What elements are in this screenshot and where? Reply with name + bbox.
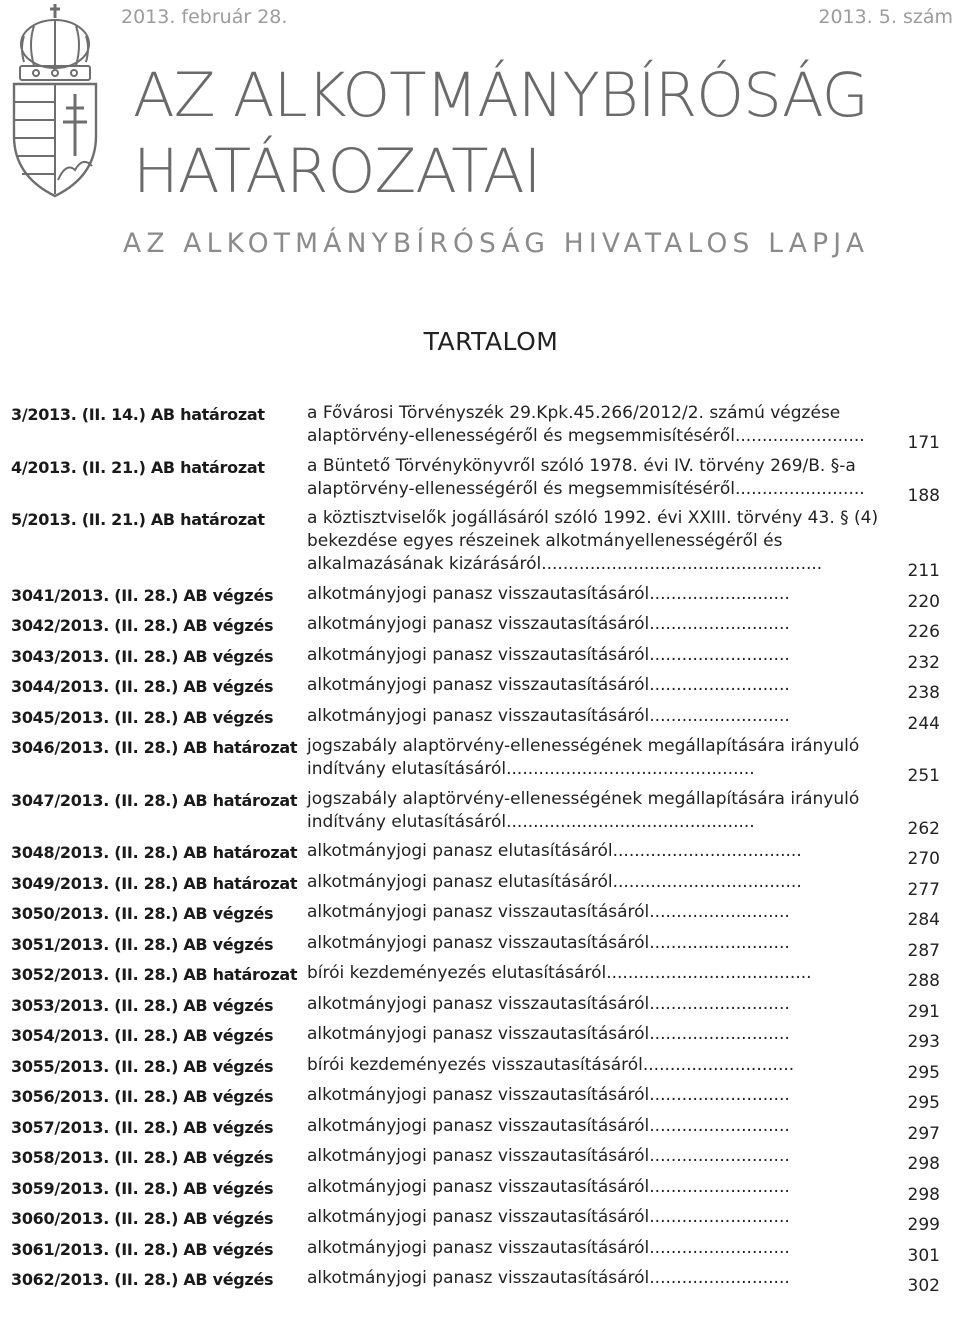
toc-entry-reference: 3047/2013. (II. 28.) AB határozat bbox=[11, 790, 298, 810]
toc-entry-description bbox=[307, 705, 881, 729]
toc-entry[interactable] bbox=[11, 1084, 951, 1113]
toc-entry[interactable] bbox=[11, 1176, 951, 1205]
toc-entry-leader-dots: ................................... bbox=[612, 841, 802, 861]
toc-entry-reference: 5/2013. (II. 21.) AB határozat bbox=[11, 510, 265, 529]
toc-entry-description-text: alkotmányjogi panasz visszautasításáról bbox=[307, 993, 650, 1014]
toc-entry-description bbox=[307, 1023, 881, 1047]
journal-title-line-1: AZ ALKOTMÁNYBÍRÓSÁG bbox=[133, 60, 868, 131]
toc-entry-page-number: 238 bbox=[907, 683, 940, 703]
toc-entry-description-text: alkotmányjogi panasz visszautasításáról bbox=[307, 1207, 650, 1227]
toc-entry-page-number: 188 bbox=[907, 485, 940, 506]
toc-entry-reference: 3057/2013. (II. 28.) AB végzés bbox=[11, 1117, 274, 1137]
toc-entry-page-number: 301 bbox=[907, 1245, 940, 1266]
toc-entry-leader-dots: .......................... bbox=[649, 1207, 790, 1227]
toc-entry[interactable] bbox=[11, 871, 951, 900]
toc-entry-page-number: 302 bbox=[907, 1276, 940, 1296]
toc-entry-leader-dots: .......................... bbox=[649, 902, 790, 922]
toc-entry-description bbox=[307, 788, 881, 834]
toc-entry-leader-dots: .................................................... bbox=[541, 554, 823, 574]
toc-entry[interactable] bbox=[11, 1237, 951, 1266]
toc-entry-description-text: alkotmányjogi panasz visszautasításáról bbox=[307, 1268, 650, 1288]
toc-entry-description bbox=[307, 1115, 881, 1139]
toc-entry[interactable] bbox=[11, 455, 951, 506]
toc-entry-page-number: 226 bbox=[907, 622, 940, 642]
toc-entry-description bbox=[307, 1267, 881, 1291]
toc-entry-page-number: 211 bbox=[907, 561, 940, 581]
toc-entry-leader-dots: .......................... bbox=[649, 932, 790, 953]
toc-entry-page-number: 291 bbox=[907, 1001, 940, 1022]
toc-entry-leader-dots: .......................... bbox=[649, 675, 790, 695]
toc-entry-description bbox=[307, 507, 881, 576]
toc-entry-description-text: jogszabály alaptörvény-ellenességének megállapítására irányuló indítvány elutasításáról bbox=[307, 788, 860, 832]
toc-entry[interactable] bbox=[11, 705, 951, 734]
toc-entry-leader-dots: .......................... bbox=[649, 1237, 790, 1258]
toc-entry-page-number: 251 bbox=[907, 766, 940, 786]
toc-entry[interactable] bbox=[11, 644, 951, 673]
toc-entry-leader-dots: .......................... bbox=[649, 583, 790, 604]
toc-entry-leader-dots: .......................... bbox=[649, 1146, 790, 1166]
toc-entry-description bbox=[307, 993, 881, 1017]
toc-entry-reference: 4/2013. (II. 21.) AB határozat bbox=[11, 457, 265, 477]
toc-entry-reference: 3060/2013. (II. 28.) AB végzés bbox=[11, 1209, 274, 1228]
toc-entry-description bbox=[307, 1145, 881, 1169]
journal-title bbox=[133, 58, 960, 210]
toc-entry-description-text: alkotmányjogi panasz visszautasításáról bbox=[307, 1115, 650, 1136]
publication-date: 2013. február 28. bbox=[121, 6, 288, 28]
toc-entry-description-text: alkotmányjogi panasz visszautasításáról bbox=[307, 902, 650, 922]
toc-entry-reference: 3048/2013. (II. 28.) AB határozat bbox=[11, 843, 298, 862]
toc-entry-page-number: 288 bbox=[907, 971, 940, 991]
toc-entry-description bbox=[307, 1237, 881, 1261]
toc-entry[interactable] bbox=[11, 735, 951, 786]
toc-entry-description bbox=[307, 1176, 881, 1200]
toc-entry-reference: 3058/2013. (II. 28.) AB végzés bbox=[11, 1148, 274, 1167]
toc-entry-reference: 3/2013. (II. 14.) AB határozat bbox=[11, 405, 265, 424]
toc-entry-leader-dots: .......................... bbox=[649, 614, 790, 634]
toc-entry-leader-dots: .......................... bbox=[649, 644, 790, 665]
toc-entry-reference: 3046/2013. (II. 28.) AB határozat bbox=[11, 738, 298, 757]
toc-entry[interactable] bbox=[11, 1054, 951, 1083]
toc-entry-description bbox=[307, 840, 881, 864]
toc-entry-description bbox=[307, 583, 881, 607]
toc-entry-description-text: jogszabály alaptörvény-ellenességének megállapítására irányuló indítvány elutasításáról bbox=[307, 736, 860, 779]
toc-entry-description-text: alkotmányjogi panasz visszautasításáról bbox=[307, 1176, 650, 1197]
toc-entry-description-text: bírói kezdeményezés elutasításáról bbox=[307, 963, 607, 983]
toc-entry[interactable] bbox=[11, 840, 951, 869]
toc-entry-description-text: a Fővárosi Törvényszék 29.Kpk.45.266/2012/2. számú végzése alaptörvény-ellenességéről és megsemmisítéséről bbox=[307, 403, 841, 446]
toc-entry[interactable] bbox=[11, 1206, 951, 1235]
toc-entry-reference: 3049/2013. (II. 28.) AB határozat bbox=[11, 873, 298, 893]
toc-entry-page-number: 232 bbox=[907, 652, 940, 673]
toc-entry[interactable] bbox=[11, 1267, 951, 1296]
toc-entry-leader-dots: ...................................... bbox=[606, 963, 812, 983]
toc-entry[interactable] bbox=[11, 507, 951, 581]
toc-entry[interactable] bbox=[11, 788, 951, 839]
toc-entry-leader-dots: .......................... bbox=[649, 705, 790, 726]
toc-entry-page-number: 244 bbox=[907, 713, 940, 734]
toc-entry-page-number: 262 bbox=[907, 818, 940, 839]
toc-entry-description-text: alkotmányjogi panasz visszautasításáról bbox=[307, 932, 650, 953]
toc-entry-reference: 3051/2013. (II. 28.) AB végzés bbox=[11, 934, 274, 954]
toc-entry-page-number: 295 bbox=[907, 1062, 940, 1083]
toc-entry-description-text: a köztisztviselők jogállásáról szóló 1992. évi XXIII. törvény 43. § (4) bekezdése egyes részeinek alkotmányellenességéről és alkalmazásának kizárásáról bbox=[307, 508, 879, 574]
toc-entry-reference: 3045/2013. (II. 28.) AB végzés bbox=[11, 707, 274, 727]
toc-entry-leader-dots: .......................... bbox=[649, 1176, 790, 1197]
toc-entry-description bbox=[307, 455, 881, 501]
toc-entry-leader-dots: .......................... bbox=[649, 1268, 790, 1288]
toc-entry-reference: 3052/2013. (II. 28.) AB határozat bbox=[11, 965, 298, 984]
toc-entry-reference: 3053/2013. (II. 28.) AB végzés bbox=[11, 995, 274, 1015]
toc-entry-description bbox=[307, 962, 881, 986]
issue-number: 2013. 5. szám bbox=[818, 6, 953, 28]
toc-entry-description bbox=[307, 1054, 881, 1078]
toc-entry-page-number: 284 bbox=[907, 910, 940, 930]
toc-entry[interactable] bbox=[11, 674, 951, 703]
table-of-contents bbox=[11, 402, 951, 1298]
toc-entry-page-number: 297 bbox=[907, 1123, 940, 1144]
toc-entry-description-text: bírói kezdeményezés visszautasításáról bbox=[307, 1054, 643, 1075]
toc-entry-leader-dots: ............................ bbox=[642, 1054, 795, 1075]
toc-entry-reference: 3055/2013. (II. 28.) AB végzés bbox=[11, 1056, 274, 1076]
toc-entry-description-text: alkotmányjogi panasz visszautasításáról bbox=[307, 1024, 650, 1044]
toc-entry-reference: 3061/2013. (II. 28.) AB végzés bbox=[11, 1239, 274, 1259]
toc-entry-description-text: alkotmányjogi panasz elutasításáról bbox=[307, 871, 613, 892]
toc-entry-description-text: a Büntető Törvénykönyvről szóló 1978. évi IV. törvény 269/B. §-a alaptörvény-ellenességéről és megsemmisítéséről bbox=[307, 455, 856, 499]
toc-entry[interactable] bbox=[11, 1023, 951, 1052]
journal-title-line-2: HATÁROZATAI bbox=[133, 136, 541, 207]
toc-entry-page-number: 293 bbox=[907, 1032, 940, 1052]
toc-entry-leader-dots: .............................................. bbox=[506, 811, 755, 832]
toc-entry-description-text: alkotmányjogi panasz visszautasításáról bbox=[307, 583, 650, 604]
toc-entry-page-number: 287 bbox=[907, 940, 940, 961]
toc-entry-reference: 3054/2013. (II. 28.) AB végzés bbox=[11, 1026, 274, 1045]
toc-entry-reference: 3056/2013. (II. 28.) AB végzés bbox=[11, 1087, 274, 1106]
toc-entry-page-number: 298 bbox=[907, 1154, 940, 1174]
toc-entry-reference: 3041/2013. (II. 28.) AB végzés bbox=[11, 585, 274, 605]
toc-entry-description-text: alkotmányjogi panasz visszautasításáról bbox=[307, 614, 650, 634]
toc-entry-leader-dots: ........................ bbox=[734, 426, 865, 446]
toc-entry-description bbox=[307, 735, 881, 781]
toc-entry-leader-dots: .......................... bbox=[649, 1115, 790, 1136]
toc-entry[interactable] bbox=[11, 1115, 951, 1144]
toc-entry-page-number: 298 bbox=[907, 1184, 940, 1205]
toc-entry-description-text: alkotmányjogi panasz visszautasításáról bbox=[307, 675, 650, 695]
toc-entry-description bbox=[307, 402, 881, 448]
toc-entry[interactable] bbox=[11, 1145, 951, 1174]
toc-entry-description-text: alkotmányjogi panasz elutasításáról bbox=[307, 841, 613, 861]
toc-entry-description bbox=[307, 871, 881, 895]
toc-entry[interactable] bbox=[11, 583, 951, 612]
toc-entry-description-text: alkotmányjogi panasz visszautasításáról bbox=[307, 1085, 650, 1105]
toc-entry-page-number: 299 bbox=[907, 1215, 940, 1235]
toc-entry-description bbox=[307, 932, 881, 956]
toc-entry-description bbox=[307, 1206, 881, 1230]
toc-entry-leader-dots: .......................... bbox=[649, 993, 790, 1014]
toc-entry-reference: 3042/2013. (II. 28.) AB végzés bbox=[11, 616, 274, 635]
toc-entry-description bbox=[307, 674, 881, 698]
toc-entry-description bbox=[307, 901, 881, 925]
toc-entry-leader-dots: ........................ bbox=[734, 478, 865, 499]
toc-entry[interactable] bbox=[11, 402, 951, 453]
toc-entry[interactable] bbox=[11, 932, 951, 961]
toc-entry[interactable] bbox=[11, 901, 951, 930]
toc-entry-description-text: alkotmányjogi panasz visszautasításáról bbox=[307, 1237, 650, 1258]
toc-entry-page-number: 171 bbox=[907, 433, 940, 453]
toc-entry-reference: 3044/2013. (II. 28.) AB végzés bbox=[11, 677, 274, 696]
toc-entry-leader-dots: .......................... bbox=[649, 1085, 790, 1105]
toc-entry[interactable] bbox=[11, 993, 951, 1022]
toc-entry-reference: 3043/2013. (II. 28.) AB végzés bbox=[11, 646, 274, 666]
toc-entry-reference: 3050/2013. (II. 28.) AB végzés bbox=[11, 904, 274, 923]
toc-entry-description-text: alkotmányjogi panasz visszautasításáról bbox=[307, 1146, 650, 1166]
toc-entry-leader-dots: .......................... bbox=[649, 1024, 790, 1044]
toc-entry-page-number: 295 bbox=[907, 1093, 940, 1113]
toc-heading: TARTALOM bbox=[423, 327, 559, 356]
toc-entry-description-text: alkotmányjogi panasz visszautasításáról bbox=[307, 644, 650, 665]
toc-entry-description bbox=[307, 644, 881, 668]
toc-entry-leader-dots: .............................................. bbox=[506, 759, 755, 779]
toc-entry-page-number: 277 bbox=[907, 879, 940, 900]
toc-entry-page-number: 220 bbox=[907, 591, 940, 612]
coat-of-arms-icon bbox=[6, 2, 104, 200]
journal-subtitle: AZ ALKOTMÁNYBÍRÓSÁG HIVATALOS LAPJA bbox=[123, 228, 870, 259]
toc-entry-description bbox=[307, 613, 881, 637]
toc-entry[interactable] bbox=[11, 962, 951, 991]
toc-entry-page-number: 270 bbox=[907, 849, 940, 869]
toc-entry-leader-dots: ................................... bbox=[612, 871, 802, 892]
toc-entry-reference: 3059/2013. (II. 28.) AB végzés bbox=[11, 1178, 274, 1198]
toc-entry-description-text: alkotmányjogi panasz visszautasításáról bbox=[307, 705, 650, 726]
toc-entry-description bbox=[307, 1084, 881, 1108]
toc-entry[interactable] bbox=[11, 613, 951, 642]
toc-entry-reference: 3062/2013. (II. 28.) AB végzés bbox=[11, 1270, 274, 1289]
